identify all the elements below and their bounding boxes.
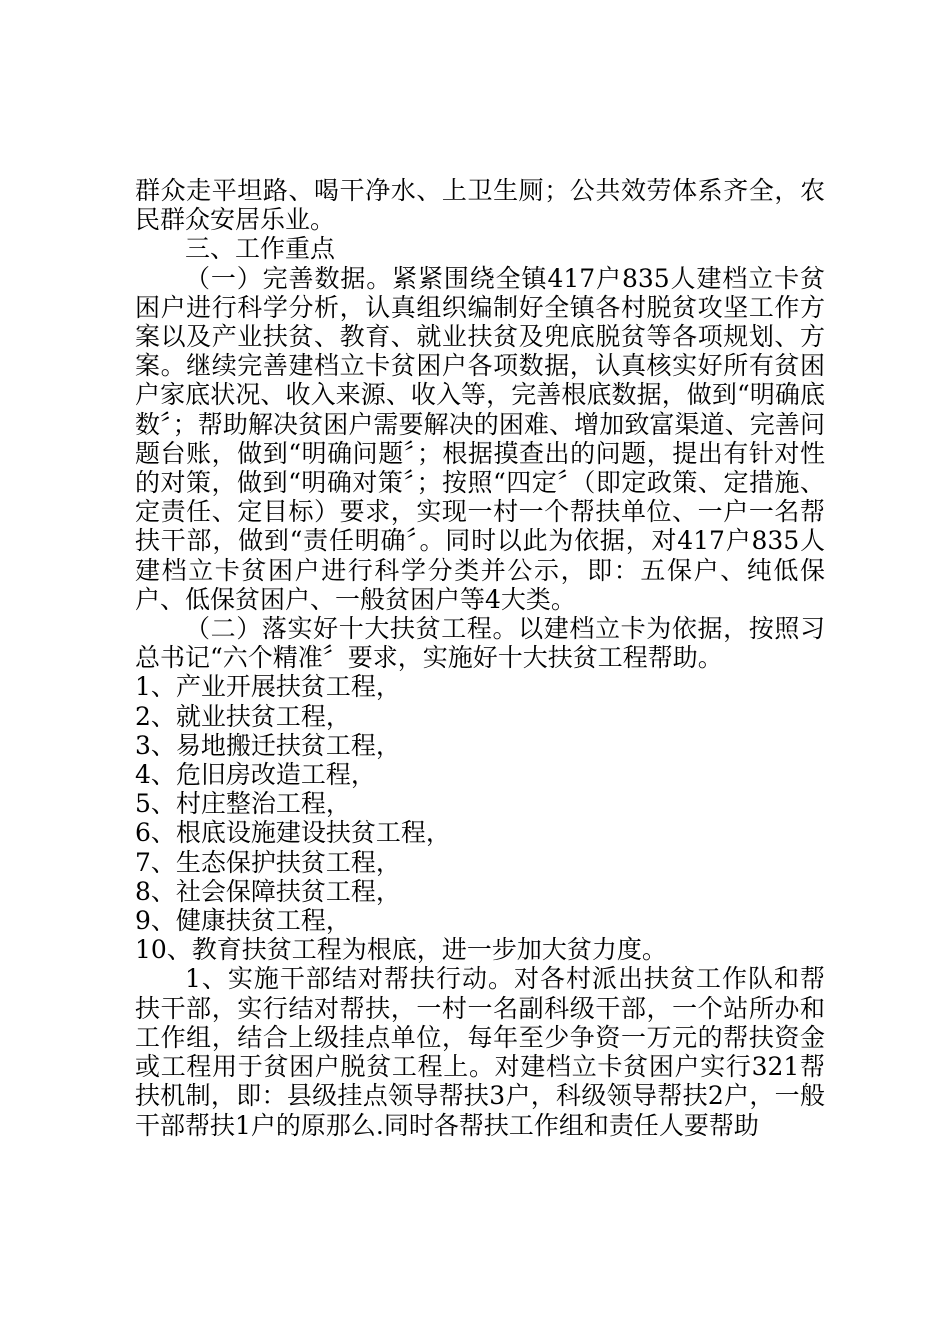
document-body xyxy=(135,176,825,1140)
paragraph-ten-projects: （二）落实好十大扶贫工程。以建档立卡为依据，按照习总书记“六个精准〞要求，实施好十大扶贫工程帮助。 xyxy=(135,614,825,673)
list-item: 1、产业开展扶贫工程， xyxy=(135,672,401,702)
list-item: 4、危旧房改造工程， xyxy=(135,760,376,790)
list-item: 9、健康扶贫工程， xyxy=(135,906,351,936)
paragraph-data-improvement: （一）完善数据。紧紧围绕全镇417户835人建档立卡贫困户进行科学分析，认真组织编制好全镇各村脱贫攻坚工作方案以及产业扶贫、教育、就业扶贫及兜底脱贫等各项规划、方案。继续完善建档立卡贫困户各项数据，认真核实好所有贫困户家底状况、收入来源、收入等，完善根底数据，做到“明确底数〞；帮助解决贫困户需要解决的困难、增加致富渠道、完善问题台账，做到“明确问题〞；根据摸查出的问题，提出有针对性的对策，做到“明确对策〞；按照“四定〞（即定政策、定措施、定责任、定目标）要求，实现一村一个帮扶单位、一户一名帮扶干部，做到“责任明确〞。同时以此为依据，对417户835人建档立卡贫困户进行科学分类并公示，即：五保户、纯低保户、低保贫困户、一般贫困户等4大类。 xyxy=(135,263,825,614)
list-item: 3、易地搬迁扶贫工程， xyxy=(135,730,401,760)
paragraph-cadre-pairing: 1、实施干部结对帮扶行动。对各村派出扶贫工作队和帮扶干部，实行结对帮扶，一村一名副科级干部，一个站所办和工作组，结合上级挂点单位，每年至少争资一万元的帮扶资金或工程用于贫困户脱贫工程上。对建档立卡贫困户实行321帮扶机制，即：县级挂点领导帮扶3户，科级领导帮扶2户，一般干部帮扶1户的原那么.同时各帮扶工作组和责任人要帮助 xyxy=(135,964,825,1140)
list-item: 2、就业扶贫工程， xyxy=(135,701,351,731)
list-item: 7、生态保护扶贫工程， xyxy=(135,847,401,877)
section-heading: 三、工作重点 xyxy=(185,234,336,264)
paragraph-intro: 群众走平坦路、喝干净水、上卫生厕；公共效劳体系齐全，农民群众安居乐业。 xyxy=(135,176,825,235)
list-item: 5、村庄整治工程， xyxy=(135,789,351,819)
list-item: 8、社会保障扶贫工程， xyxy=(135,876,401,906)
list-item: 10、教育扶贫工程为根底，进一步加大贫力度。 xyxy=(135,935,667,965)
list-item: 6、根底设施建设扶贫工程， xyxy=(135,818,451,848)
